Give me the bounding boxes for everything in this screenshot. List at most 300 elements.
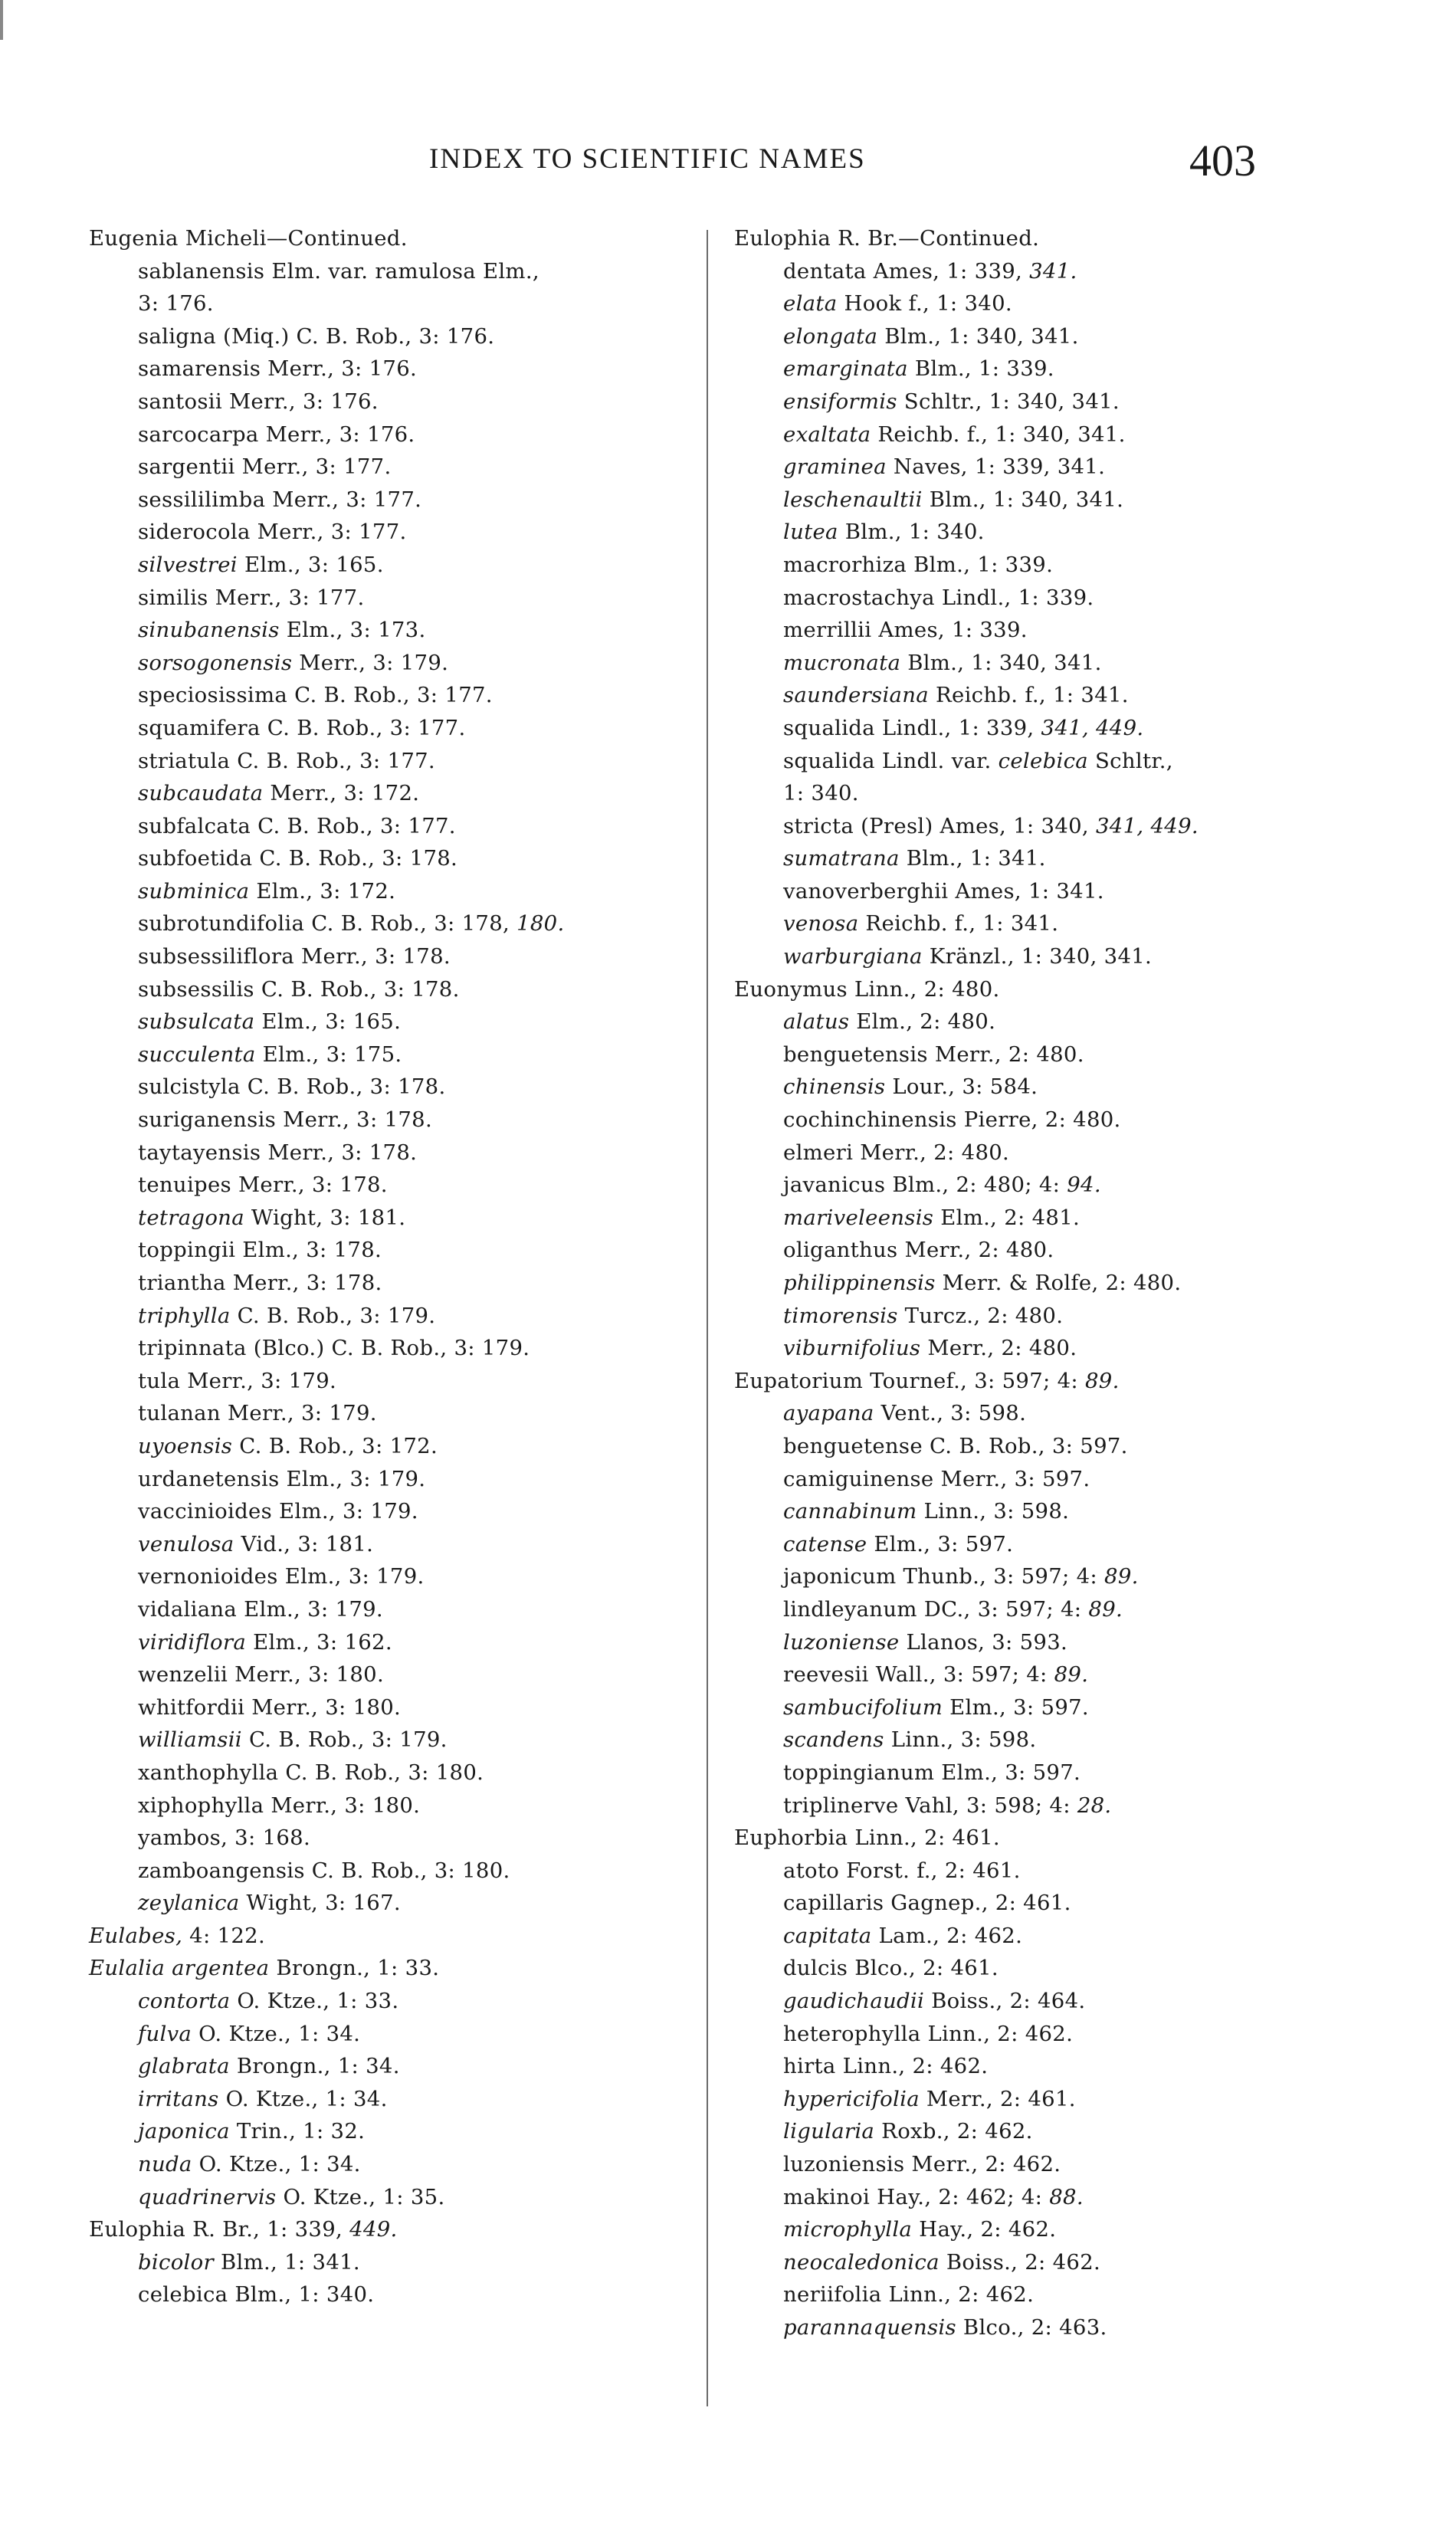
index-entry <box>89 745 694 778</box>
index-entry <box>89 1691 694 1724</box>
index-entry <box>89 1593 694 1626</box>
index-entry <box>734 2050 1340 2083</box>
index-entry <box>89 287 694 320</box>
entry-italic-reference: 341. <box>1029 258 1077 284</box>
entry-name: tetragona <box>138 1205 244 1230</box>
entry-name: mariveleensis <box>783 1205 934 1230</box>
entry-name: williamsii <box>138 1727 242 1753</box>
entry-reference: Merr., 2: 462. <box>904 2152 1061 2177</box>
index-entry <box>89 1430 694 1463</box>
entry-name: ensiformis <box>783 389 897 414</box>
entry-reference: C. B. Rob., 3: 180. <box>278 1760 484 1785</box>
entry-name: nuda <box>138 2152 192 2177</box>
entry-name: tenuipes <box>138 1173 231 1198</box>
entry-name: toppingianum <box>783 1760 935 1785</box>
entry-reference: Schltr., 1: 340, 341. <box>897 389 1120 414</box>
entry-name: squalida <box>783 748 875 773</box>
entry-name: 3: 176. <box>138 291 214 317</box>
entry-name: triantha <box>138 1271 226 1295</box>
index-entry <box>734 1757 1340 1789</box>
entry-name: alatus <box>783 1009 850 1035</box>
entry-reference: O. Ktze., 1: 34. <box>218 2086 388 2111</box>
index-entry <box>89 712 694 745</box>
entry-reference: Trin., 1: 32. <box>229 2119 366 2144</box>
entry-reference: Elm. var. ramulosa Elm., <box>264 258 539 284</box>
entry-reference: Elm., 3: 172. <box>249 878 396 904</box>
index-entry <box>734 973 1340 1006</box>
index-entry <box>89 2181 694 2214</box>
entry-name: similis <box>138 585 208 610</box>
entry-reference: O. Ktze., 1: 34. <box>192 2152 361 2177</box>
entry-reference: C. B. Rob., 3: 179. <box>241 1727 448 1753</box>
index-entry <box>734 842 1340 875</box>
entry-name: squalida <box>783 715 875 740</box>
entry-name: atoto <box>783 1858 840 1883</box>
entry-reference: Blm., 1: 340. <box>838 520 985 545</box>
entry-name: sambucifolium <box>783 1694 943 1720</box>
entry-name: whitfordii <box>138 1694 245 1720</box>
index-entry <box>89 582 694 615</box>
entry-reference: Linn., 3: 598. <box>884 1727 1037 1753</box>
entry-reference: Merr., 3: 179. <box>292 650 449 675</box>
index-entry <box>734 385 1340 418</box>
index-entry <box>734 1234 1340 1267</box>
entry-reference: Roxb., 2: 462. <box>874 2119 1033 2144</box>
entry-reference: Blm., 1: 339. <box>907 552 1054 577</box>
entry-name: Eugenia Micheli—Continued. <box>89 226 408 251</box>
entry-name: dulcis <box>783 1956 848 1981</box>
entry-reference: Reichb. f., 1: 341. <box>858 911 1059 936</box>
entry-name: subsessiliflora <box>138 944 294 969</box>
entry-name: tula <box>138 1368 181 1393</box>
index-entry <box>734 1430 1340 1463</box>
entry-reference: Merr., 3: 179. <box>220 1401 377 1426</box>
entry-reference: C. B. Rob., 3: 178, <box>304 911 517 936</box>
entry-reference: R. Br., 1: 339, <box>185 2217 350 2242</box>
entry-name: dentata <box>783 258 867 284</box>
index-entry <box>89 2083 694 2116</box>
entry-name: hirta <box>783 2054 836 2079</box>
index-entry <box>734 1071 1340 1104</box>
entry-reference: Blm., 1: 341. <box>213 2249 360 2275</box>
entry-name: celebica <box>138 2282 228 2308</box>
index-entry <box>734 1855 1340 1888</box>
entry-reference: C. B. Rob., 3: 177. <box>251 813 456 838</box>
index-entry <box>89 1560 694 1593</box>
entry-reference: Pierre, 2: 480. <box>956 1107 1121 1133</box>
index-entry <box>734 2018 1340 2051</box>
index-entry <box>734 1822 1340 1855</box>
entry-name: chinensis <box>783 1074 886 1100</box>
index-entry <box>734 1038 1340 1071</box>
entry-reference: Merr., 2: 480. <box>927 1041 1084 1067</box>
entry-reference: Hook f., 1: 340. <box>837 291 1012 317</box>
entry-reference: Merr., 2: 480. <box>920 1336 1077 1361</box>
entry-reference: Lindl., 1: 339, <box>874 715 1041 740</box>
entry-reference: C. B. Rob., 3: 180. <box>304 1858 510 1883</box>
entry-name: vaccinioides <box>138 1499 272 1524</box>
index-entry <box>734 1495 1340 1528</box>
index-entry <box>89 1985 694 2018</box>
entry-reference: Merr., 3: 179. <box>180 1368 337 1393</box>
index-entry <box>734 1724 1340 1757</box>
index-entry <box>734 940 1340 973</box>
entry-reference: Elm., 3: 165. <box>237 552 384 577</box>
index-entry <box>89 484 694 517</box>
index-entry <box>734 1332 1340 1365</box>
entry-name: graminea <box>783 454 887 480</box>
entry-name: reevesii <box>783 1662 869 1688</box>
entry-name: vidaliana <box>138 1596 238 1622</box>
index-entry <box>734 516 1340 549</box>
index-entry <box>89 679 694 712</box>
entry-reference: O. Ktze., 1: 34. <box>192 2021 361 2046</box>
entry-reference: Reichb. f., 1: 340, 341. <box>871 422 1126 447</box>
entry-reference: Merr., 3: 597. <box>933 1466 1090 1491</box>
entry-name: leschenaultii <box>783 487 923 512</box>
index-entry <box>734 484 1340 517</box>
entry-name: Euonymus <box>734 976 848 1002</box>
entry-name: Euphorbia <box>734 1825 848 1851</box>
page-number: 403 <box>1189 136 1256 185</box>
index-entry <box>89 2148 694 2181</box>
index-entry <box>89 842 694 875</box>
index-entry <box>89 1724 694 1757</box>
index-entry <box>89 1202 694 1235</box>
entry-name: saligna <box>138 323 216 349</box>
entry-italic-reference: celebica <box>998 748 1088 773</box>
index-entry <box>734 2083 1340 2116</box>
entry-reference: Elm., 3: 179. <box>279 1466 426 1491</box>
page-title: INDEX TO SCIENTIFIC NAMES <box>429 143 866 175</box>
index-entry <box>734 451 1340 484</box>
entry-name: wenzelii <box>138 1662 228 1688</box>
right-column <box>734 222 1340 2344</box>
entry-name: suriganensis <box>138 1107 277 1133</box>
index-entry <box>89 1038 694 1071</box>
entry-name: heterophylla <box>783 2021 921 2046</box>
entry-reference: Thunb., 3: 597; 4: <box>896 1564 1105 1589</box>
entry-reference: Linn., 2: 461. <box>848 1825 1000 1851</box>
entry-italic-reference: 180. <box>516 911 565 936</box>
index-entry <box>734 287 1340 320</box>
entry-italic-reference: 89. <box>1085 1368 1120 1393</box>
entry-name: parannaquensis <box>783 2315 956 2340</box>
entry-name: speciosissima <box>138 683 288 708</box>
entry-reference: Kränzl., 1: 340, 341. <box>922 944 1153 969</box>
index-entry <box>734 1300 1340 1333</box>
entry-reference: C. B. Rob., 3: 177. <box>260 715 466 740</box>
index-entry <box>734 712 1340 745</box>
index-entry <box>734 320 1340 353</box>
index-entry <box>734 1887 1340 1920</box>
index-entry <box>734 2115 1340 2148</box>
index-entry <box>89 418 694 451</box>
entry-reference: (Miq.) C. B. Rob., 3: 176. <box>215 323 495 349</box>
entry-name: taytayensis <box>138 1140 261 1165</box>
entry-reference: Linn., 2: 462. <box>835 2054 989 2079</box>
entry-name: Eulabes, <box>89 1923 183 1948</box>
entry-reference: Elm., 3: 165. <box>254 1009 402 1035</box>
entry-name: yambos <box>138 1825 221 1851</box>
entry-reference: Merr., 3: 177. <box>265 487 422 512</box>
entry-name: sorsogonensis <box>138 650 293 675</box>
entry-name: siderocola <box>138 520 251 545</box>
entry-reference: Blm., 1: 341. <box>899 846 1046 871</box>
index-entry <box>89 1104 694 1137</box>
entry-reference: Ames, 1: 341. <box>948 878 1104 904</box>
entry-reference: Merr., 3: 176. <box>261 356 418 382</box>
entry-name: vernonioides <box>138 1564 278 1589</box>
entry-name: lutea <box>783 520 838 545</box>
entry-name: subsessilis <box>138 976 254 1002</box>
entry-name: Eupatorium <box>734 1368 864 1393</box>
entry-reference: Linn., 3: 598. <box>917 1499 1070 1524</box>
entry-name: capillaris <box>783 1891 884 1916</box>
entry-name: hypericifolia <box>783 2086 920 2111</box>
entry-reference: Merr. & Rolfe, 2: 480. <box>935 1271 1182 1295</box>
entry-name: luzoniense <box>783 1629 900 1655</box>
entry-name: benguetensis <box>783 1041 928 1067</box>
entry-reference: Blco., 2: 461. <box>848 1956 999 1981</box>
entry-name: sargentii <box>138 454 235 480</box>
entry-reference: Merr., 3: 172. <box>263 781 420 806</box>
index-entry <box>734 1560 1340 1593</box>
entry-reference: C. B. Rob., 3: 177. <box>287 683 493 708</box>
entry-reference: Tournef., 3: 597; 4: <box>863 1368 1085 1393</box>
entry-reference: Brongn., 1: 34. <box>229 2054 400 2079</box>
entry-reference: Llanos, 3: 593. <box>899 1629 1068 1655</box>
index-entry <box>734 2148 1340 2181</box>
entry-name: exaltata <box>783 422 871 447</box>
entry-name: japonicum <box>783 1564 897 1589</box>
entry-name: benguetense <box>783 1433 923 1458</box>
entry-reference: Merr., 3: 177. <box>208 585 365 610</box>
entry-name: ayapana <box>783 1401 874 1426</box>
entry-name: subsulcata <box>138 1009 255 1035</box>
entry-reference: Elm., 3: 173. <box>279 618 426 643</box>
entry-reference: Wight, 3: 181. <box>244 1205 406 1230</box>
index-entry <box>734 1202 1340 1235</box>
entry-name: cannabinum <box>783 1499 917 1524</box>
entry-name: oliganthus <box>783 1238 898 1263</box>
entry-reference: O. Ktze., 1: 35. <box>276 2184 445 2209</box>
entry-reference: Lindl. var. <box>874 748 999 773</box>
entry-reference: Elm., 3: 179. <box>271 1499 418 1524</box>
entry-name: vanoverberghii <box>783 878 949 904</box>
entry-reference: C. B. Rob., 3: 178. <box>254 976 460 1002</box>
entry-reference: Merr., 3: 178. <box>294 944 451 969</box>
index-entry <box>734 418 1340 451</box>
entry-name: squamifera <box>138 715 261 740</box>
entry-name: irritans <box>138 2086 219 2111</box>
entry-name: xiphophylla <box>138 1793 264 1818</box>
index-entry <box>89 1005 694 1038</box>
index-entry <box>89 516 694 549</box>
index-entry <box>89 1528 694 1561</box>
index-entry <box>89 1495 694 1528</box>
index-entry <box>734 647 1340 680</box>
entry-reference: Blm., 1: 339. <box>907 356 1054 382</box>
index-entry <box>89 1757 694 1789</box>
index-entry <box>89 320 694 353</box>
entry-reference: , 3: 168. <box>221 1825 311 1851</box>
entry-reference: (Presl) Ames, 1: 340, <box>854 813 1097 838</box>
index-entry <box>89 1789 694 1822</box>
entry-name: Eulophia R. Br.—Continued. <box>734 226 1040 251</box>
entry-reference: Lindl., 1: 339. <box>934 585 1094 610</box>
entry-reference: Merr., 3: 177. <box>250 520 407 545</box>
entry-reference: Linn., 2: 462. <box>881 2282 1035 2308</box>
entry-name: japonica <box>138 2119 230 2144</box>
entry-reference: Ames, 1: 339. <box>871 618 1028 643</box>
index-entry <box>734 679 1340 712</box>
index-entry <box>89 2115 694 2148</box>
left-column <box>89 222 694 2311</box>
entry-name: scandens <box>783 1727 884 1753</box>
index-entry <box>89 353 694 385</box>
entry-name: neriifolia <box>783 2282 882 2308</box>
index-entry <box>89 1071 694 1104</box>
entry-name: viridiflora <box>138 1629 247 1655</box>
entry-reference: Boiss., 2: 464. <box>924 1989 1086 2014</box>
entry-reference: Merr., 3: 176. <box>221 389 379 414</box>
index-entry <box>734 255 1340 288</box>
index-entry <box>89 1658 694 1691</box>
entry-reference: Merr., 3: 178. <box>225 1271 382 1295</box>
index-entry <box>89 1822 694 1855</box>
index-entry <box>89 907 694 940</box>
index-entry <box>734 1137 1340 1169</box>
index-entry <box>734 1789 1340 1822</box>
entry-name: contorta <box>138 1989 231 2014</box>
index-entry <box>734 1463 1340 1496</box>
index-entry <box>89 2050 694 2083</box>
entry-reference: Elm., 3: 175. <box>255 1041 402 1067</box>
entry-reference: Elm., 3: 178. <box>235 1238 382 1263</box>
index-entry <box>734 549 1340 582</box>
entry-reference: Linn., 2: 480. <box>847 976 1000 1002</box>
index-entry <box>89 1332 694 1365</box>
index-entry <box>89 647 694 680</box>
entry-name: saundersiana <box>783 683 929 708</box>
entry-reference: Merr., 2: 461. <box>919 2086 1076 2111</box>
entry-reference: Elm., 3: 179. <box>277 1564 425 1589</box>
entry-italic-reference: 89. <box>1054 1662 1089 1688</box>
entry-reference: C. B. Rob., 3: 172. <box>232 1433 438 1458</box>
entry-name: tulanan <box>138 1401 221 1426</box>
entry-reference: Elm., 3: 597. <box>934 1760 1081 1785</box>
entry-reference: Blm., 1: 340, 341. <box>900 650 1102 675</box>
entry-reference: Merr., 3: 180. <box>244 1694 402 1720</box>
index-entry <box>734 1593 1340 1626</box>
entry-reference: Merr., 3: 180. <box>228 1662 384 1688</box>
entry-name: succulenta <box>138 1041 256 1067</box>
entry-reference: Ames, 1: 339, <box>866 258 1030 284</box>
entry-reference: Vahl, 3: 598; 4: <box>898 1793 1077 1818</box>
index-entry <box>734 777 1340 810</box>
index-entry <box>89 940 694 973</box>
index-entry <box>734 2213 1340 2246</box>
entry-name: subfalcata <box>138 813 251 838</box>
entry-name: triplinerve <box>783 1793 899 1818</box>
index-entry <box>734 1691 1340 1724</box>
entry-reference: Linn., 2: 462. <box>920 2021 1074 2046</box>
entry-reference: Elm., 3: 179. <box>237 1596 383 1622</box>
entry-italic-reference: 89. <box>1104 1564 1139 1589</box>
entry-reference: Blm., 2: 480; 4: <box>885 1173 1067 1198</box>
entry-italic-reference: 28. <box>1077 1793 1112 1818</box>
entry-reference: Wall., 3: 597; 4: <box>868 1662 1054 1688</box>
entry-name: sarcocarpa <box>138 422 259 447</box>
entry-reference: Merr., 3: 178. <box>261 1140 418 1165</box>
index-entry <box>734 222 1340 255</box>
entry-name: makinoi <box>783 2184 871 2209</box>
index-entry <box>89 1855 694 1888</box>
entry-name: subminica <box>138 878 250 904</box>
entry-reference: Merr., 3: 180. <box>264 1793 421 1818</box>
index-entry <box>734 1104 1340 1137</box>
entry-name: sablanensis <box>138 258 265 284</box>
index-entry <box>734 353 1340 385</box>
index-entry <box>89 973 694 1006</box>
entry-reference: Naves, 1: 339, 341. <box>886 454 1106 480</box>
entry-reference: Vid., 3: 181. <box>234 1531 374 1556</box>
entry-name: javanicus <box>783 1173 886 1198</box>
entry-reference: Elm., 3: 162. <box>246 1629 392 1655</box>
index-entry <box>89 2278 694 2311</box>
entry-name: xanthophylla <box>138 1760 279 1785</box>
entry-name: ligularia <box>783 2119 875 2144</box>
index-entry <box>89 2018 694 2051</box>
index-entry <box>734 1528 1340 1561</box>
entry-italic-reference: 88. <box>1049 2184 1084 2209</box>
entry-reference: Turcz., 2: 480. <box>897 1303 1064 1328</box>
index-entry <box>89 549 694 582</box>
entry-name: Eulalia argentea <box>89 1956 270 1981</box>
index-entry <box>734 1626 1340 1659</box>
entry-name: macrorhiza <box>783 552 907 577</box>
entry-reference: Hay., 2: 462. <box>912 2217 1057 2242</box>
entry-name: toppingii <box>138 1238 236 1263</box>
entry-reference: C. B. Rob., 3: 597. <box>922 1433 1128 1458</box>
entry-name: emarginata <box>783 356 908 382</box>
entry-name: cochinchinensis <box>783 1107 957 1133</box>
entry-name: timorensis <box>783 1303 898 1328</box>
entry-name: zamboangensis <box>138 1858 305 1883</box>
entry-reference: Merr., 3: 177. <box>234 454 392 480</box>
entry-name: lindleyanum <box>783 1596 917 1622</box>
entry-name: Eulophia <box>89 2217 186 2242</box>
index-entry <box>734 1985 1340 2018</box>
entry-reference: Blco., 2: 463. <box>956 2315 1107 2340</box>
entry-reference: O. Ktze., 1: 33. <box>230 1989 399 2014</box>
entry-reference: Elm., 2: 480. <box>849 1009 996 1035</box>
entry-reference: 4: 122. <box>182 1923 265 1948</box>
entry-italic-reference: 94. <box>1067 1173 1101 1198</box>
index-entry <box>89 1920 694 1953</box>
entry-italic-reference: 89. <box>1088 1596 1123 1622</box>
entry-name: microphylla <box>783 2217 913 2242</box>
index-entry <box>89 385 694 418</box>
entry-italic-reference: 341, 449. <box>1041 715 1144 740</box>
entry-reference: Merr., 3: 176. <box>258 422 415 447</box>
entry-name: venosa <box>783 911 859 936</box>
index-entry <box>734 745 1340 778</box>
entry-name: elongata <box>783 323 878 349</box>
index-entry <box>734 1658 1340 1691</box>
index-entry <box>89 1463 694 1496</box>
